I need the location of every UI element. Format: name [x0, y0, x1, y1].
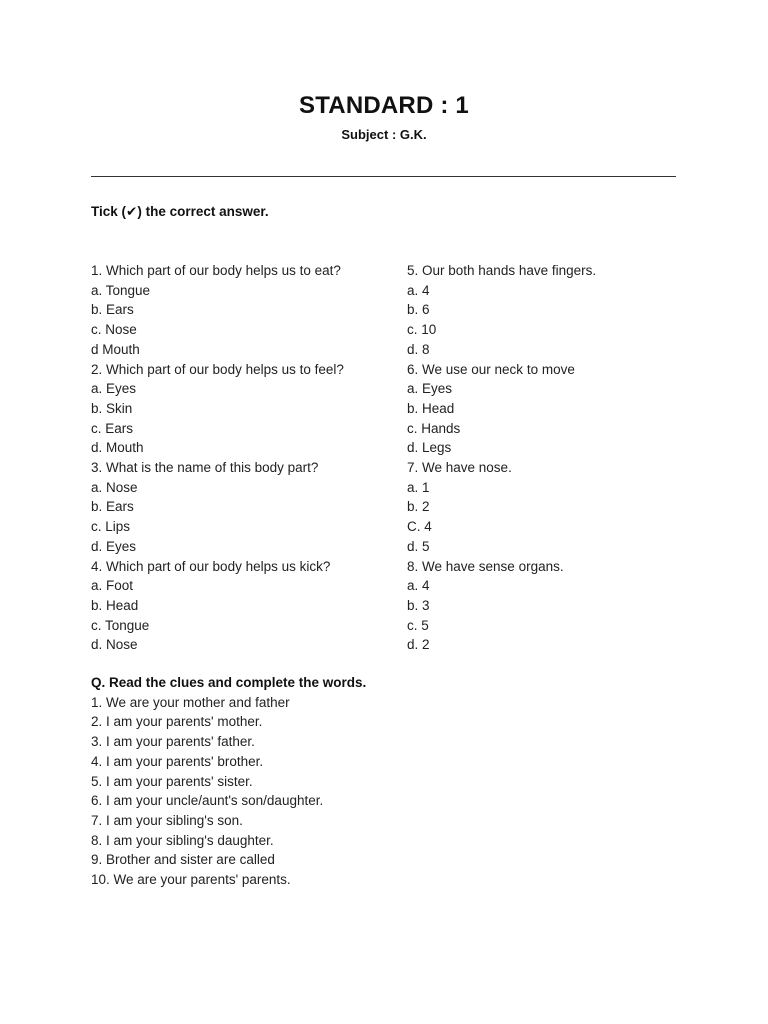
question-line: a. Tongue [91, 282, 151, 298]
question-line: c. Ears [91, 420, 134, 436]
question-line: a. Nose [91, 479, 138, 495]
question-line: c. 5 [407, 617, 429, 633]
question-line: c. 10 [407, 322, 437, 338]
question-line: d. Legs [407, 440, 452, 456]
question-line: d. 2 [407, 637, 430, 653]
clue-item: 4. I am your parents' brother. [91, 753, 264, 769]
mcq-column-left [91, 261, 391, 655]
question-line: d. Nose [91, 637, 138, 653]
question-line: c. Nose [91, 322, 137, 338]
question-line: b. Head [407, 400, 455, 416]
page-title: STANDARD : 1 [299, 92, 469, 119]
instruction-text: Tick (✔) the correct answer. [91, 204, 269, 219]
question-line: b. Ears [91, 302, 134, 318]
question-line: 8. We have sense organs. [407, 558, 564, 574]
question-line: d. 5 [407, 538, 430, 554]
question-line: c. Hands [407, 420, 461, 436]
clue-item: 10. We are your parents' parents. [91, 872, 291, 888]
question-line: 1. Which part of our body helps us to eat? [91, 263, 341, 278]
clues-section [91, 673, 691, 890]
question-line: b. Ears [91, 499, 134, 515]
question-line: a. Foot [91, 578, 134, 594]
question-line: b. Skin [91, 400, 133, 416]
clue-item: 5. I am your parents' sister. [91, 773, 253, 789]
question-line: d. Eyes [91, 538, 137, 554]
question-line: c. Tongue [91, 617, 150, 633]
clue-item: 8. I am your sibling's daughter. [91, 832, 274, 848]
question-line: d. Mouth [91, 440, 144, 456]
question-line: c. Lips [91, 519, 131, 535]
question-line: 2. Which part of our body helps us to feel? [91, 361, 344, 377]
mcq-column-right [407, 261, 707, 655]
question-line: d Mouth [91, 341, 140, 357]
question-line: a. Eyes [91, 381, 137, 397]
clue-item: 9. Brother and sister are called [91, 852, 275, 868]
question-line: a. 1 [407, 479, 430, 495]
question-line: b. 6 [407, 302, 430, 318]
question-line: b. Head [91, 597, 139, 613]
question-line: 4. Which part of our body helps us kick? [91, 558, 331, 574]
question-line: a. 4 [407, 578, 430, 594]
clues-list [91, 693, 691, 890]
question-line: b. 2 [407, 499, 430, 515]
clues-heading: Q. Read the clues and complete the words. [91, 675, 367, 690]
question-line: 3. What is the name of this body part? [91, 460, 319, 476]
question-line: C. 4 [407, 519, 432, 535]
page-subtitle: Subject : G.K. [341, 127, 427, 142]
question-line: 5. Our both hands have fingers. [407, 263, 597, 278]
question-line: a. Eyes [407, 381, 453, 397]
clue-item: 6. I am your uncle/aunt's son/daughter. [91, 793, 324, 809]
question-line: a. 4 [407, 282, 430, 298]
question-line: 7. We have nose. [407, 460, 512, 476]
clue-item: 2. I am your parents' mother. [91, 714, 263, 730]
clue-item: 7. I am your sibling's son. [91, 812, 243, 828]
question-line: 6. We use our neck to move [407, 361, 575, 377]
clue-item: 1. We are your mother and father [91, 694, 290, 710]
question-line: d. 8 [407, 341, 430, 357]
divider-line [91, 176, 676, 177]
question-line: b. 3 [407, 597, 430, 613]
clue-item: 3. I am your parents' father. [91, 734, 255, 750]
